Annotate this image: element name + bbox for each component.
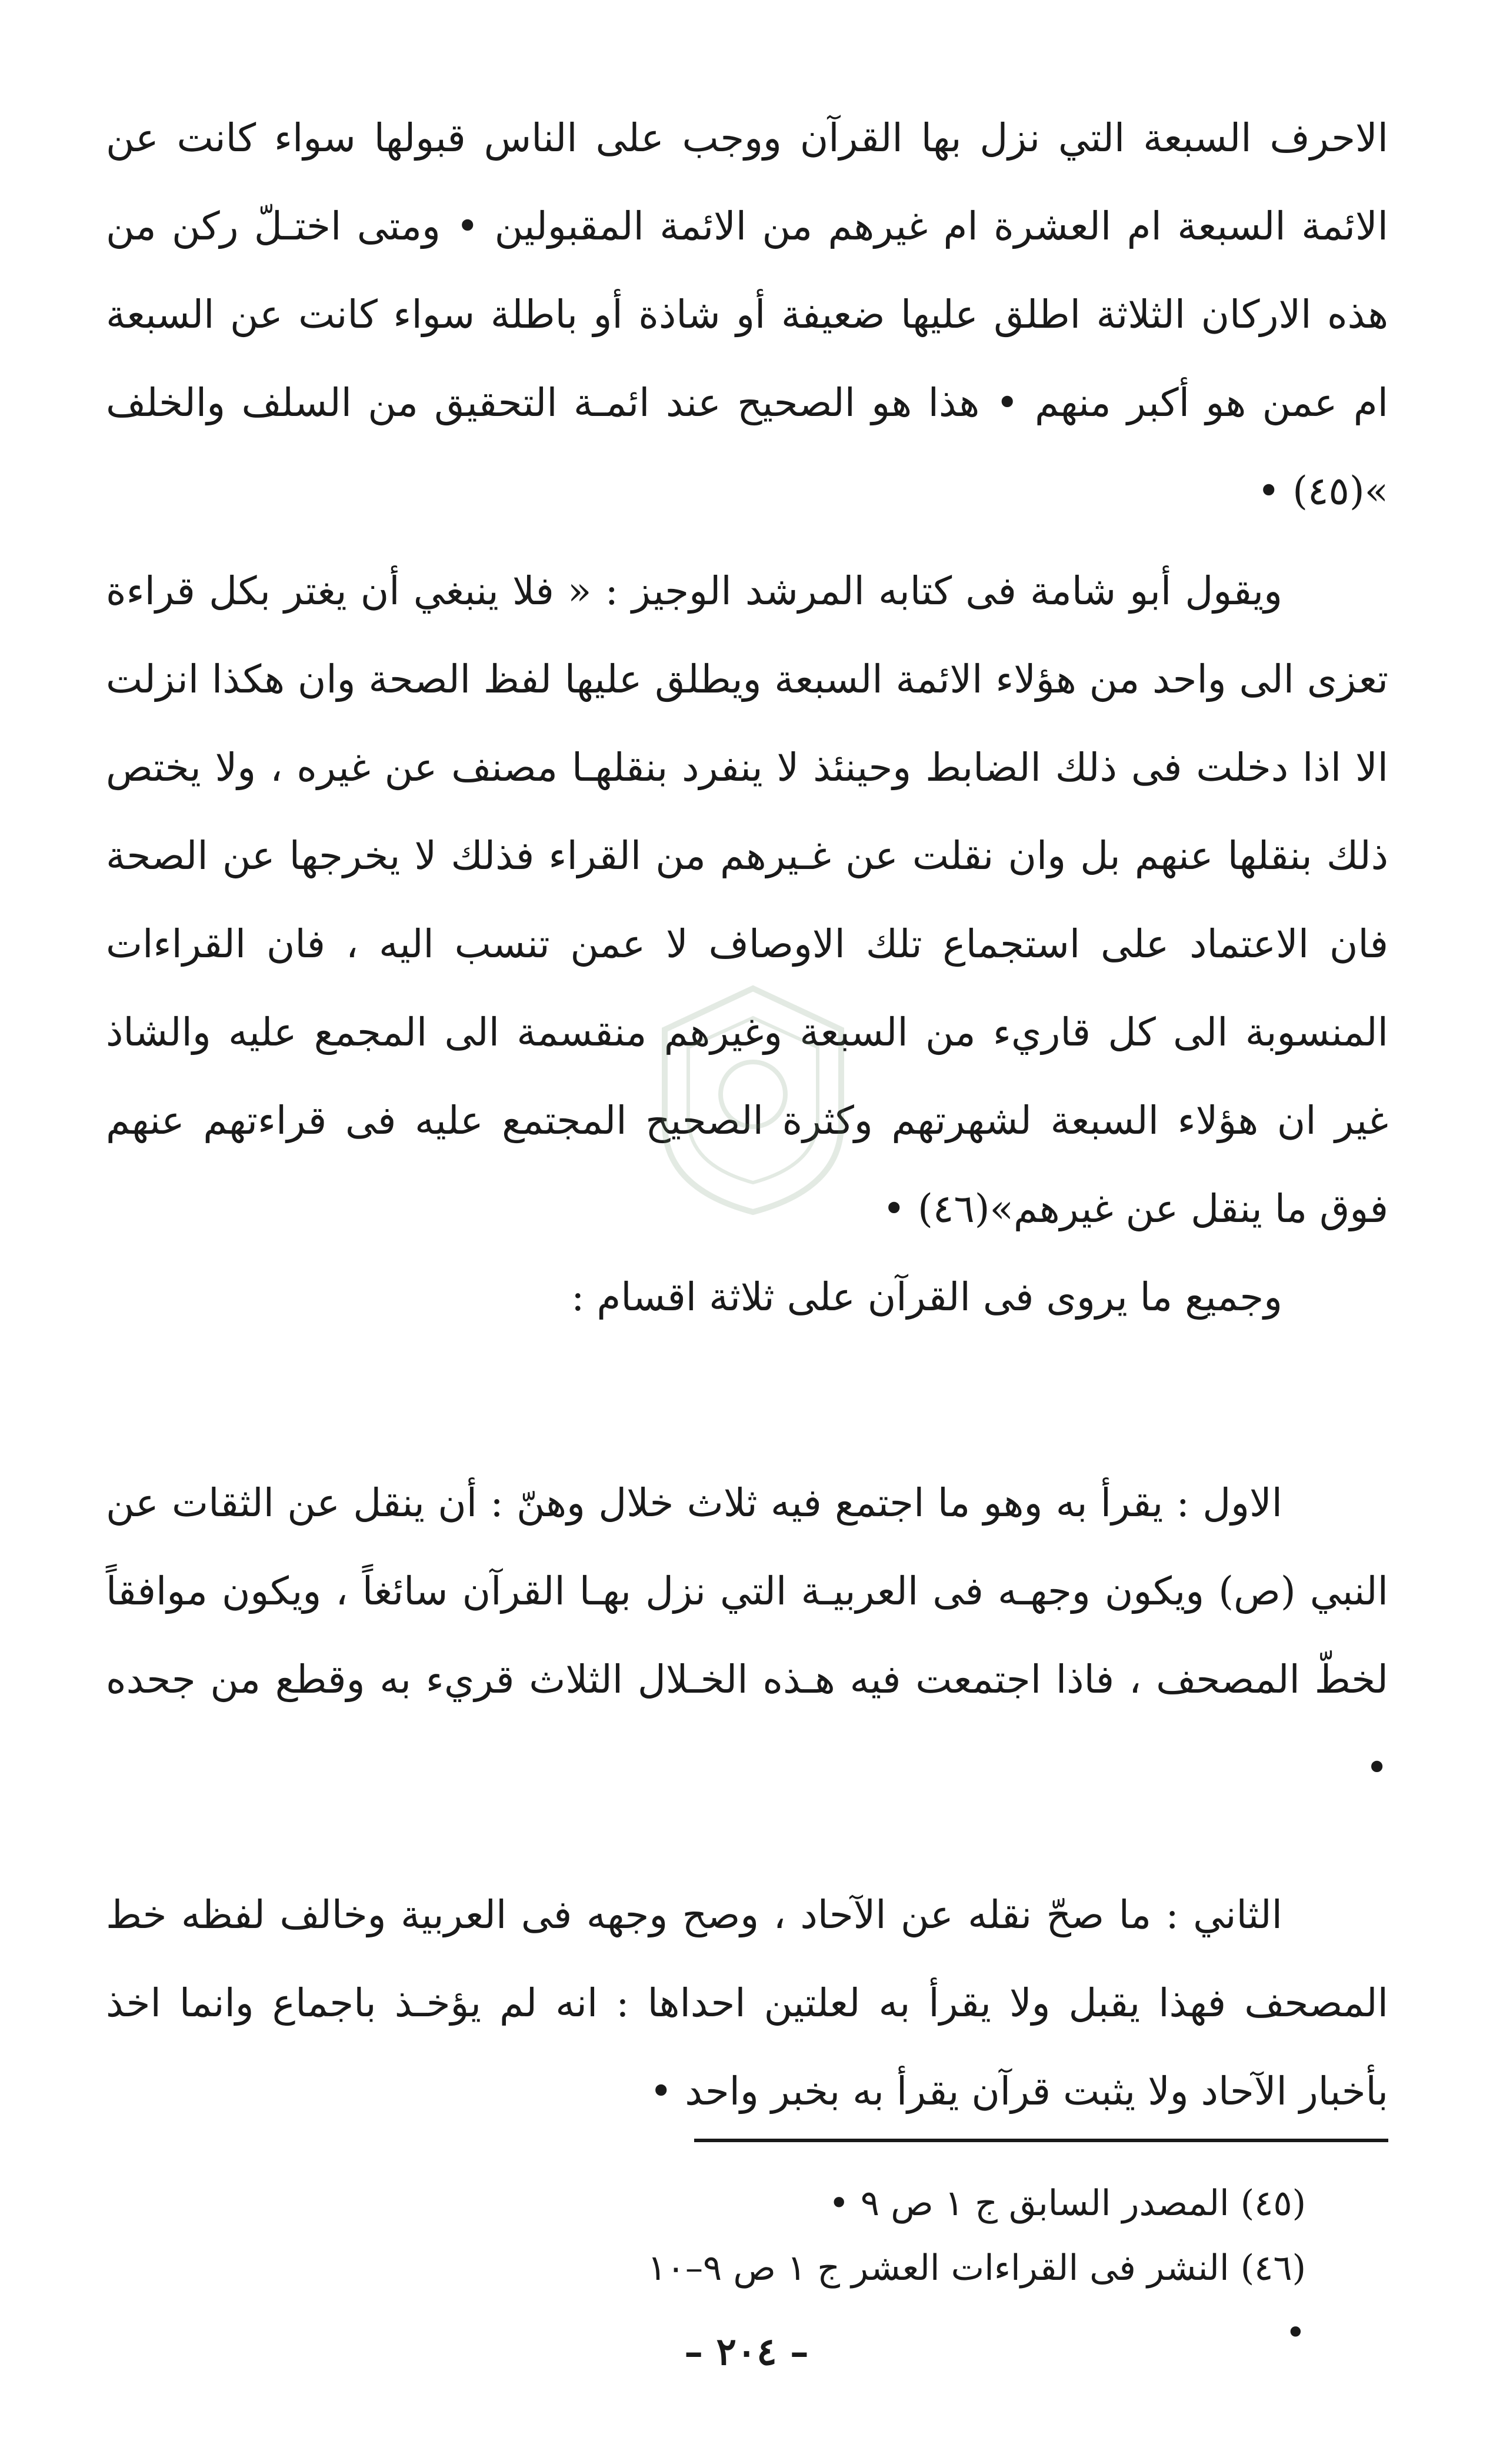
footnote-separator xyxy=(694,2139,1388,2142)
body-text-block xyxy=(106,1459,1388,1812)
body-text-block xyxy=(106,1871,1388,2136)
page-number: – ٢٠٤ – xyxy=(684,2330,809,2374)
paragraph-1: الاحرف السبعة التي نزل بها القرآن ووجب على الناس قبولها سواء كانت عن الائمة السبعة ام العشرة ام غيرهم من الائمة المقبولين • ومتى اختـلّ ركن من هذه الاركان الثلاثة اطلق عليها ضعيفة أو شاذة أو باطلة سواء كانت عن السبعة ام عمن هو أكبر منهم • هذا هو الصحيح عند ائمـة التحقيق من السلف والخلف »(٤٥) • xyxy=(106,115,1388,514)
footnote-46: (٤٦) النشر فى القراءات العشر ج ١ ص ٩–١٠ • xyxy=(647,2247,1306,2353)
seal-icon xyxy=(647,977,859,1224)
body-text-block xyxy=(106,94,1388,535)
paragraph-4: الاول : يقرأ به وهو ما اجتمع فيه ثلاث خلال وهنّ : أن ينقل عن الثقات عن النبي (ص) ويكون وجهـه فى العربيـة التي نزل بهـا القرآن سائغاً ، ويكون موافقاً لخطّ المصحف ، فاذا اجتمعت فيه هـذه الخـلال الثلاث قريء به وقطع من جحده • xyxy=(106,1480,1388,1790)
paragraph-5: الثاني : ما صحّ نقله عن الآحاد ، وصح وجهه فى العربية وخالف لفظه خط المصحف فهذا يقبل ولا يقرأ به لعلتين احداها : انه لم يؤخـذ باجماع وانما اخذ بأخبار الآحاد ولا يثبت قرآن يقرأ به بخبر واحد • xyxy=(106,1892,1388,2114)
paragraph-3: وجميع ما يروى فى القرآن على ثلاثة اقسام : xyxy=(571,1274,1282,1320)
footnote-45: (٤٥) المصدر السابق ج ١ ص ٩ • xyxy=(828,2183,1306,2224)
paragraph-2: ويقول أبو شامة فى كتابه المرشد الوجيز : « فلا ينبغي أن يغتر بكل قراءة تعزى الى واحد من هؤلاء الائمة السبعة ويطلق عليها لفظ الصحة وان هكذا انزلت الا اذا دخلت فى ذلك الضابط وحينئذ لا ينفرد بنقلهـا مصنف عن غيره ، ولا يختص ذلك بنقلها عنهم بل وان نقلت عن غـيرهم من القراء فذلك لا يخرجها عن الصحة فان الاعتماد على استجماع تلك الاوصاف لا عمن تنسب اليه ، فان القراءات المنسوبة الى كل قاريء من السبعة وغيرهم منقسمة الى المجمع عليه والشاذ غير ان هؤلاء السبعة لشهرتهم وكثرة الصحيح المجتمع عليه فى قراءتهم عنهم فوق ما ينقل عن غيرهم»(٤٦) • xyxy=(106,568,1388,1231)
